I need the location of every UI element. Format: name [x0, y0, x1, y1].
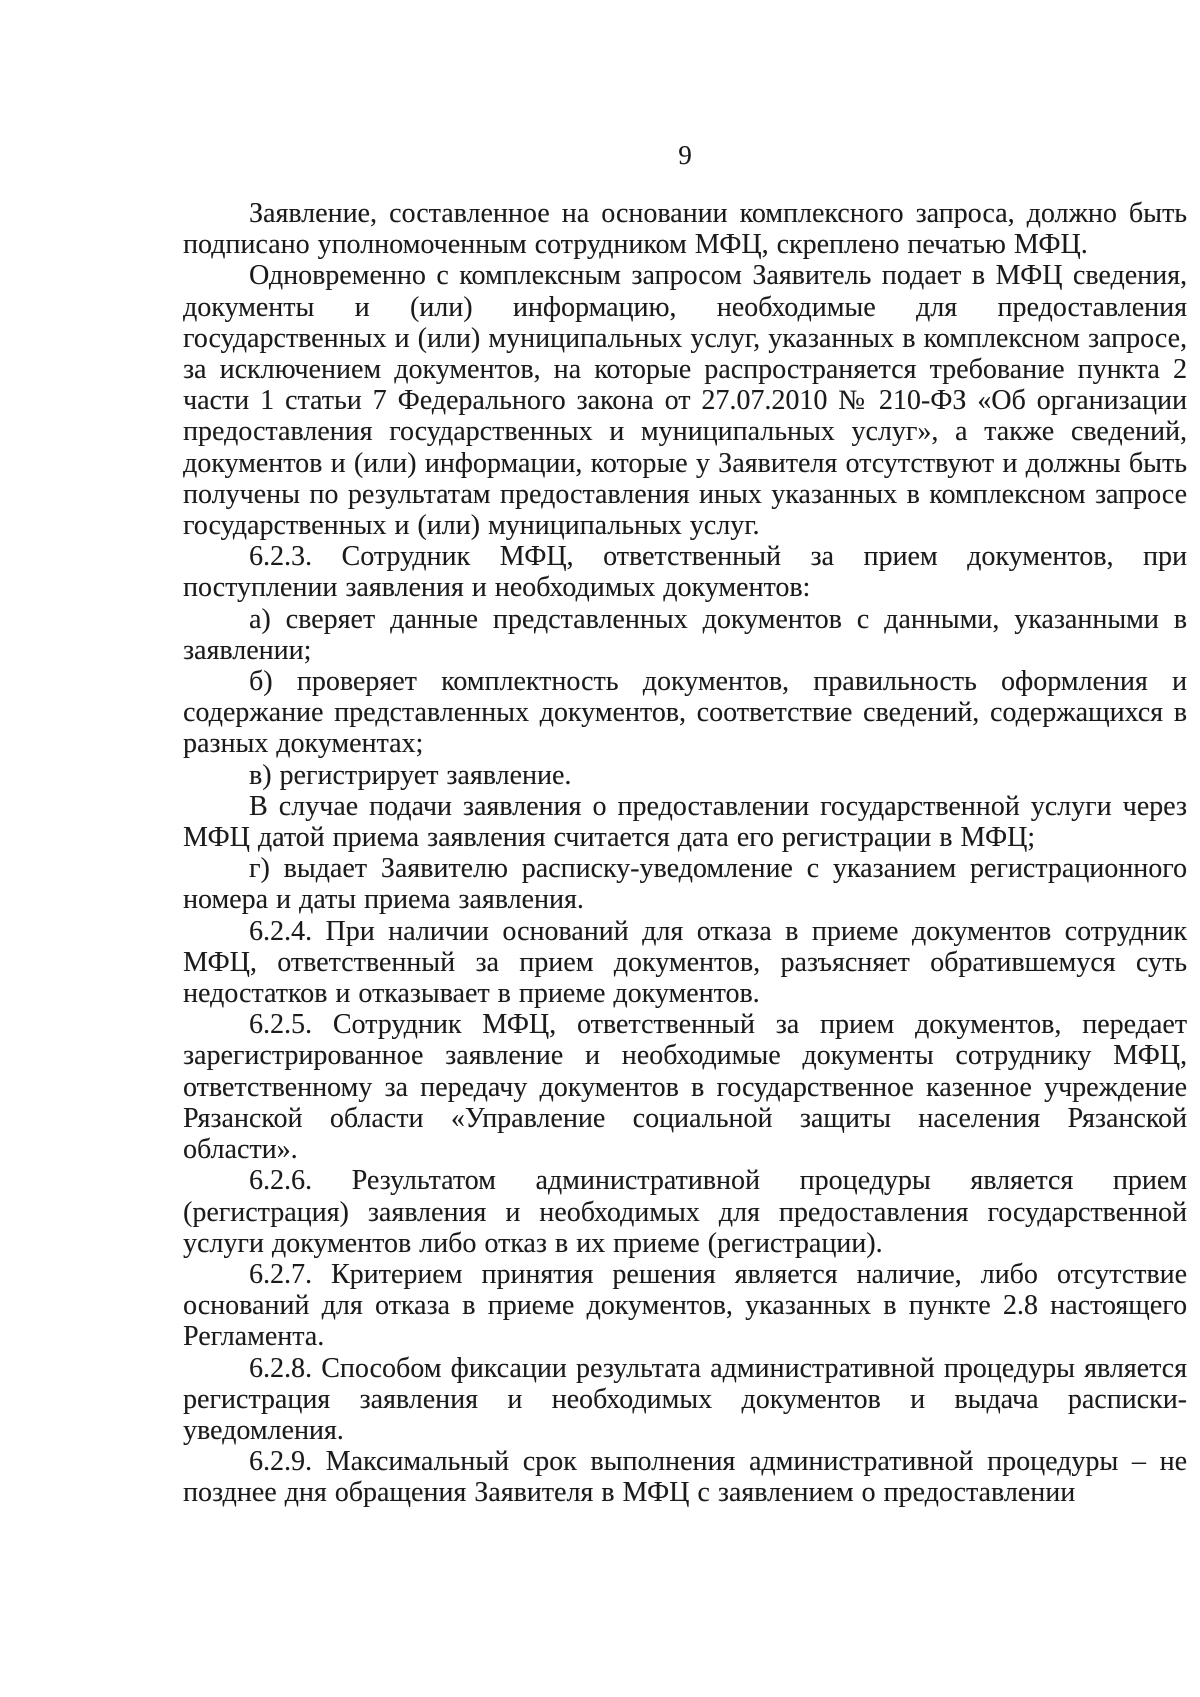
- paragraph-6-2-9: 6.2.9. Максимальный срок выполнения административной процедуры – не позднее дня обращения Заявителя в МФЦ с заявлением о предоставлении: [183, 1446, 1187, 1509]
- page-number: 9: [678, 140, 692, 170]
- paragraph-item-a: а) сверяет данные представленных документов с данными, указанными в заявлении;: [183, 603, 1187, 666]
- paragraph-6-2-3: 6.2.3. Сотрудник МФЦ, ответственный за прием документов, при поступлении заявления и необходимых документов:: [183, 541, 1187, 604]
- paragraph-item-b: б) проверяет комплектность документов, правильность оформления и содержание представленных документов, соответствие сведений, содержащихся в разных документах;: [183, 666, 1187, 760]
- paragraph-intro-1: Заявление, составленное на основании комплексного запроса, должно быть подписано уполномоченным сотрудником МФЦ, скреплено печатью МФЦ.: [183, 198, 1187, 261]
- paragraph-6-2-8: 6.2.8. Способом фиксации результата административной процедуры является регистрация заявления и необходимых документов и выдача расписки-уведомления.: [183, 1352, 1187, 1446]
- document-body: [183, 198, 1187, 1509]
- paragraph-6-2-4: 6.2.4. При наличии оснований для отказа в приеме документов сотрудник МФЦ, ответственный за прием документов, разъясняет обратившемуся суть недостатков и отказывает в приеме документов.: [183, 915, 1187, 1010]
- paragraph-6-2-7: 6.2.7. Критерием принятия решения является наличие, либо отсутствие оснований для отказа в приеме документов, указанных в пункте 2.8 настоящего Регламента.: [183, 1258, 1187, 1353]
- paragraph-item-v: в) регистрирует заявление.: [249, 759, 572, 791]
- paragraph-6-2-5: 6.2.5. Сотрудник МФЦ, ответственный за прием документов, передает зарегистрированное заявление и необходимые документы сотруднику МФЦ, ответственному за передачу документов в государственное казенное учреждение Рязанской области «Управление социальной защиты населения Рязанской области».: [183, 1009, 1187, 1166]
- paragraph-note: В случае подачи заявления о предоставлении государственной услуги через МФЦ датой приема заявления считается дата его регистрации в МФЦ;: [183, 790, 1187, 854]
- paragraph-item-g: г) выдает Заявителю расписку-уведомление с указанием регистрационного номера и даты приема заявления.: [183, 853, 1187, 916]
- paragraph-intro-2: Одновременно с комплексным запросом Заявитель подает в МФЦ сведения, документы и (или) информацию, необходимые для предоставления государственных и (или) муниципальных услуг, указанных в комплексном запросе, за исключением документов, на которые распространяется требование пункта 2 части 1 статьи 7 Федерального закона от 27.07.2010 № 210-ФЗ «Об организации предоставления государственных и муниципальных услуг», а также сведений, документов и (или) информации, которые у Заявителя отсутствуют и должны быть получены по результатам предоставления иных указанных в комплексном запросе государственных и (или) муниципальных услуг.: [183, 260, 1187, 542]
- paragraph-6-2-6: 6.2.6. Результатом административной процедуры является прием (регистрация) заявления и необходимых для предоставления государственной услуги документов либо отказ в их приеме (регистрации).: [183, 1165, 1187, 1259]
